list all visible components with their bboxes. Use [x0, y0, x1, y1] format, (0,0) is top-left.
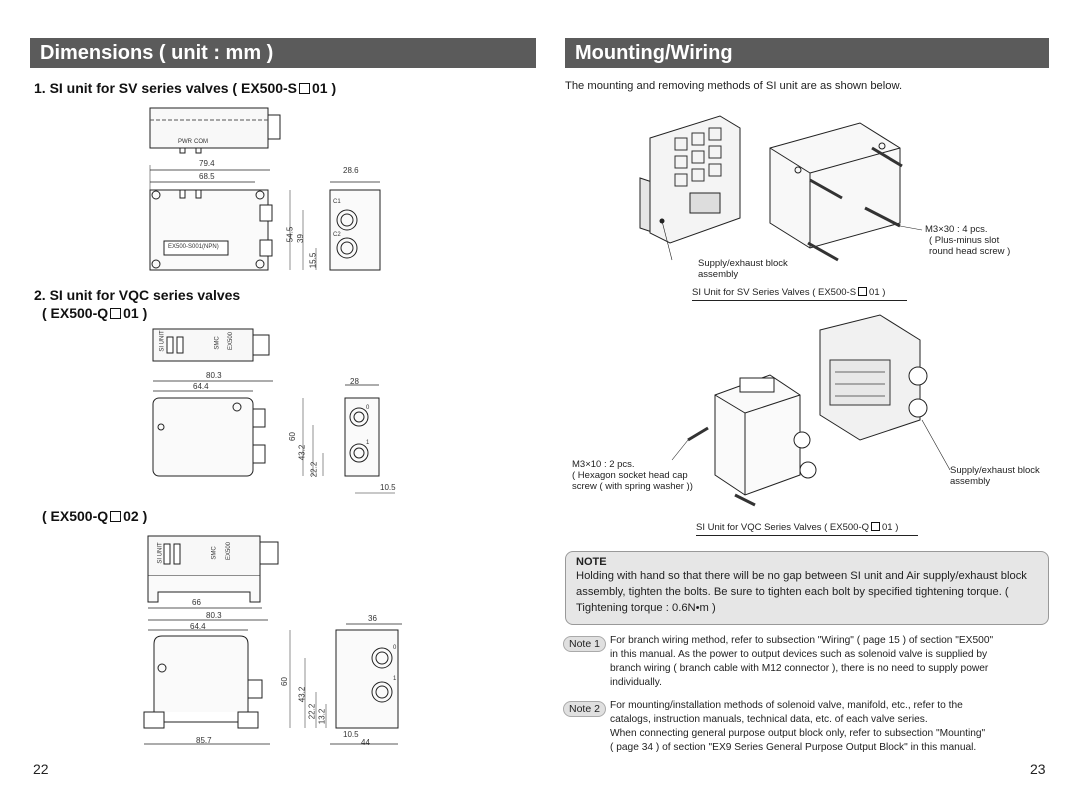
- figA-illustration: [610, 108, 930, 268]
- fig3-model: EX500: [226, 541, 233, 561]
- section-1-prefix: 1. SI unit for SV series valves ( EX500-S: [34, 80, 298, 96]
- fig3-dim-13-2: 13.2: [317, 708, 327, 725]
- fig1-dim-68-5: 68.5: [199, 172, 215, 181]
- figA-caption-suffix: 01 ): [869, 287, 886, 298]
- figB-caption-underline: [696, 535, 918, 536]
- figA-screw-line1: M3×30 : 4 pcs.: [925, 224, 988, 235]
- fig2-dim-64-4: 64.4: [193, 382, 209, 391]
- figB-caption: [696, 522, 898, 533]
- dimensions-banner: Dimensions ( unit : mm ): [30, 38, 536, 68]
- com-label: COM: [194, 139, 208, 145]
- note2-line: When connecting general purpose output block only, refer to subsection "Mounting": [610, 728, 986, 739]
- fig3-dim-22-2: 22.2: [307, 703, 317, 720]
- fig2-dim-60: 60: [287, 432, 297, 441]
- pwr-label: PWR: [178, 139, 192, 145]
- fig3-dim-10-5: 10.5: [343, 730, 359, 739]
- figA-screw-label: [925, 224, 1010, 257]
- figA-block-line2: assembly: [698, 269, 739, 280]
- fig2-dim-22-2: 22.2: [309, 461, 319, 478]
- figA-block-line1: Supply/exhaust block: [698, 258, 788, 269]
- note2-tag: Note 2: [563, 701, 606, 717]
- fig3-dim-85-7: 85.7: [196, 736, 212, 745]
- fig1-dim-79-4: 79.4: [199, 159, 215, 168]
- fig2-dim-43-2: 43.2: [297, 444, 307, 461]
- square-placeholder-icon: [858, 287, 867, 296]
- fig3-dim-66: 66: [192, 598, 201, 607]
- note1-line: branch wiring ( branch cable with M12 connector ), there is no need to supply power: [610, 663, 989, 674]
- fig2-si-unit: SI UNIT: [159, 330, 166, 352]
- note1-tag: Note 1: [563, 636, 606, 652]
- fig2-c0: 0: [366, 405, 370, 411]
- note2-line: catalogs, instruction manuals, technical data, etc. of each valve series.: [610, 714, 928, 725]
- fig1-dim-28-6: 28.6: [343, 166, 359, 175]
- fig3-si-unit: SI UNIT: [157, 542, 164, 564]
- section-1-suffix: 01 ): [312, 80, 337, 96]
- fig1-dim-15-5: 15.5: [308, 252, 318, 269]
- fig3-smc: SMC: [211, 546, 218, 560]
- fig3-dim-64-4: 64.4: [190, 622, 206, 631]
- fig2-dim-28: 28: [350, 377, 359, 386]
- figA-caption: [692, 287, 885, 298]
- fig3-dim-43-2: 43.2: [297, 686, 307, 703]
- figB-block-line2: assembly: [950, 476, 991, 487]
- section-2-line1: 2. SI unit for VQC series valves: [34, 287, 241, 303]
- figA-screw-line3: round head screw ): [929, 246, 1011, 257]
- fig3-dim-44: 44: [361, 738, 370, 747]
- note1-text: [610, 634, 993, 690]
- note2-line: ( page 34 ) of section "EX9 Series General Purpose Output Block" in this manual.: [610, 742, 977, 753]
- section-2-prefix: ( EX500-Q: [42, 305, 109, 321]
- mounting-wiring-banner: Mounting/Wiring: [565, 38, 1049, 68]
- note-box: [565, 551, 1049, 625]
- fig1-c2: C2: [333, 232, 341, 238]
- square-placeholder-icon: [110, 308, 121, 319]
- fig2-model: EX500: [228, 331, 235, 351]
- fig2-c1: 1: [366, 440, 370, 446]
- fig2-dim-80-3: 80.3: [206, 371, 222, 380]
- figA-screw-line2: ( Plus-minus slot: [929, 235, 1000, 246]
- section-3-suffix: 02 ): [123, 508, 148, 524]
- figB-screw-line3: screw ( with spring washer )): [572, 481, 693, 492]
- note1-line: For branch wiring method, refer to subsection "Wiring" ( page 15 ) of section "EX500": [610, 635, 994, 646]
- fig3-drawing: [140, 532, 410, 752]
- fig3-c0: 0: [393, 645, 397, 651]
- intro-text: The mounting and removing methods of SI unit are as shown below.: [565, 80, 903, 92]
- figA-block-label: [698, 258, 788, 280]
- note1-line: in this manual. As the power to output devices such as solenoid valve is supplied by: [610, 649, 988, 660]
- fig1-top-view: [140, 105, 300, 155]
- fig1-dim-39: 39: [295, 234, 305, 243]
- note1-line: individually.: [610, 677, 662, 688]
- fig2-dim-10-5: 10.5: [380, 483, 396, 492]
- figB-block-label: [950, 465, 1040, 487]
- fig3-c1: 1: [393, 676, 397, 682]
- fig1-dim-54-5: 54.5: [285, 226, 295, 243]
- section-3-prefix: ( EX500-Q: [42, 508, 109, 524]
- fig1-c1: C1: [333, 199, 341, 205]
- square-placeholder-icon: [871, 522, 880, 531]
- fig3-dim-60: 60: [279, 677, 289, 686]
- figB-caption-suffix: 01 ): [882, 522, 899, 533]
- figB-caption-text: SI Unit for VQC Series Valves ( EX500-Q: [696, 522, 869, 533]
- page-number-right: 23: [1030, 761, 1046, 777]
- section-2-heading: [34, 286, 240, 322]
- fig2-smc: SMC: [214, 336, 221, 350]
- section-3-heading: [42, 508, 147, 524]
- fig1-product-label: EX500-S001(NPN): [168, 244, 219, 250]
- note2-line: For mounting/installation methods of solenoid valve, manifold, etc., refer to the: [610, 700, 963, 711]
- figA-caption-text: SI Unit for SV Series Valves ( EX500-S: [692, 287, 857, 298]
- section-2-suffix: 01 ): [123, 305, 148, 321]
- note-title: NOTE: [576, 556, 607, 568]
- fig3-dim-80-3: 80.3: [206, 611, 222, 620]
- note-body: Holding with hand so that there will be no gap between SI unit and Air supply/exhaust block assembly, tighten the bolts. Be sure to tighten each bolt by specified tightening torque. ( Tightening torque : 0.6N•m ): [576, 570, 1027, 614]
- square-placeholder-icon: [299, 83, 310, 94]
- note2-text: [610, 699, 985, 755]
- figB-screw-line2: ( Hexagon socket head cap: [572, 470, 688, 481]
- page-number-left: 22: [33, 761, 49, 777]
- figB-illustration: [680, 300, 960, 515]
- fig3-dim-36: 36: [368, 614, 377, 623]
- figB-screw-label: [572, 459, 693, 492]
- section-1-heading: [34, 80, 336, 96]
- fig1-front-view: [140, 160, 400, 280]
- figB-block-line1: Supply/exhaust block: [950, 465, 1040, 476]
- figB-screw-line1: M3×10 : 2 pcs.: [572, 459, 635, 470]
- square-placeholder-icon: [110, 511, 121, 522]
